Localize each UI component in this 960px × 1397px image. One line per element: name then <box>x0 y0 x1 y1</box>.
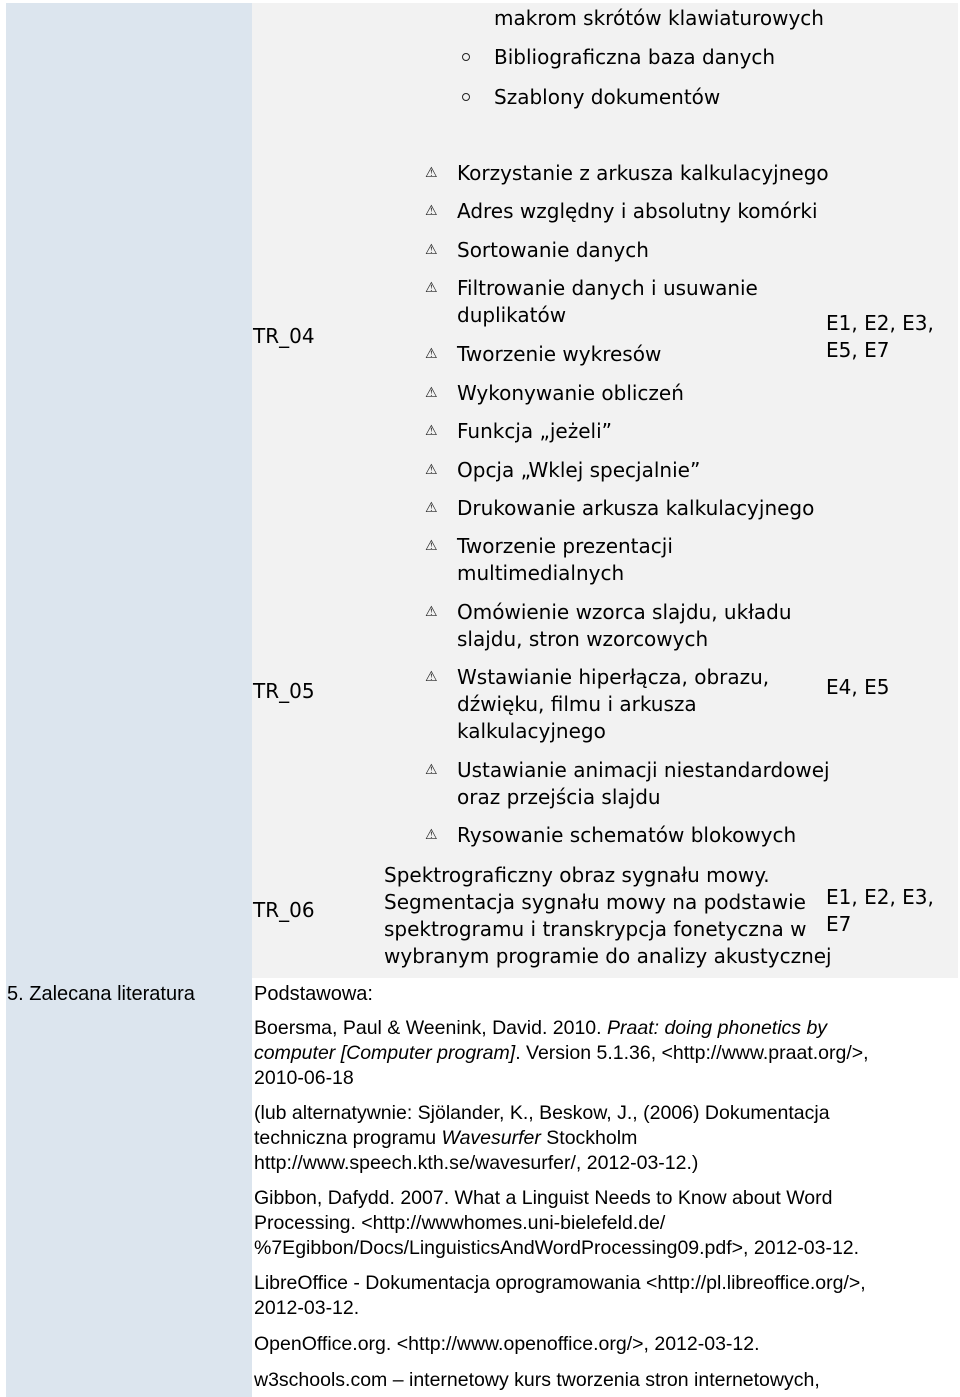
topic-item: Opcja „Wklej specjalnie” <box>457 458 701 482</box>
triangle-icon: ⚠ <box>425 462 438 478</box>
topic-item: Wykonywanie obliczeń <box>457 381 684 405</box>
ref-text: Gibbon, Dafydd. 2007. What a Linguist Needs to Know about Word <box>254 1187 833 1209</box>
reference-item <box>254 1016 944 1091</box>
section-heading: 5. Zalecana literatura <box>7 983 195 1005</box>
ref-title: Praat: doing phonetics by <box>607 1017 828 1039</box>
hollow-circle-icon <box>462 53 470 61</box>
topic-paragraph: spektrogramu i transkrypcja fonetyczna w <box>384 917 807 941</box>
triangle-icon: ⚠ <box>425 165 438 181</box>
triangle-icon: ⚠ <box>425 604 438 620</box>
ref-text: . Version 5.1.36, <http://www.praat.org/>, <box>515 1042 869 1064</box>
triangle-icon: ⚠ <box>425 203 438 219</box>
reference-item <box>254 1101 944 1176</box>
topic-item-cont: dźwięku, filmu i arkusza <box>457 692 697 716</box>
ref-text: Boersma, Paul & Weenink, David. 2010. <box>254 1017 607 1039</box>
topic-item-cont: kalkulacyjnego <box>457 719 606 743</box>
effects-code: E1, E2, E3, <box>826 885 934 909</box>
list-item: Szablony dokumentów <box>494 85 721 109</box>
topic-item: Sortowanie danych <box>457 238 649 262</box>
triangle-icon: ⚠ <box>425 827 438 843</box>
ref-text: Stockholm <box>540 1127 638 1149</box>
row-code: TR_04 <box>253 324 315 348</box>
ref-text: 2010-06-18 <box>254 1067 354 1089</box>
topic-item: Rysowanie schematów blokowych <box>457 823 797 847</box>
triangle-icon: ⚠ <box>425 346 438 362</box>
reference-item <box>254 1368 944 1393</box>
topic-paragraph: Segmentacja sygnału mowy na podstawie <box>384 890 806 914</box>
topic-paragraph: Spektrograficzny obraz sygnału mowy. <box>384 863 770 887</box>
triangle-icon: ⚠ <box>425 669 438 685</box>
topic-item: Korzystanie z arkusza kalkulacyjnego <box>457 161 829 185</box>
triangle-icon: ⚠ <box>425 385 438 401</box>
topic-item: Wstawianie hiperłącza, obrazu, <box>457 665 770 689</box>
topic-item-cont: multimedialnych <box>457 561 625 585</box>
list-item: Bibliograficzna baza danych <box>494 45 776 69</box>
reference-item <box>254 1186 944 1261</box>
topic-paragraph: wybranym programie do analizy akustycznej <box>384 944 832 968</box>
topic-item: Filtrowanie danych i usuwanie <box>457 276 758 300</box>
triangle-icon: ⚠ <box>425 242 438 258</box>
effects-code: E7 <box>826 912 852 936</box>
list-item: makrom skrótów klawiaturowych <box>494 6 824 30</box>
triangle-icon: ⚠ <box>425 762 438 778</box>
effects-code: E4, E5 <box>826 675 890 699</box>
ref-link[interactable]: %7Egibbon/Docs/LinguisticsAndWordProcessing09.pdf>, 2012-03-12. <box>254 1237 860 1259</box>
ref-link[interactable]: Processing. <http://wwwhomes.uni-bielefeld.de/ <box>254 1212 666 1234</box>
topic-item-cont: duplikatów <box>457 303 567 327</box>
ref-text: 2012-03-12. <box>254 1297 360 1319</box>
effects-code: E5, E7 <box>826 338 890 362</box>
topic-item-cont: slajdu, stron wzorcowych <box>457 627 709 651</box>
ref-text: techniczna programu <box>254 1127 442 1149</box>
triangle-icon: ⚠ <box>425 423 438 439</box>
topic-item: Funkcja „jeżeli” <box>457 419 613 443</box>
ref-title: computer [Computer program] <box>254 1042 516 1064</box>
topic-item: Drukowanie arkusza kalkulacyjnego <box>457 496 815 520</box>
row-code: TR_05 <box>253 679 315 703</box>
topic-item: Adres względny i absolutny komórki <box>457 199 818 223</box>
effects-code: E1, E2, E3, <box>826 311 934 335</box>
ref-title: Wavesurfer <box>441 1127 541 1149</box>
topic-item-cont: oraz przejścia slajdu <box>457 785 661 809</box>
ref-link[interactable]: http://www.speech.kth.se/wavesurfer/, 2012-03-12.) <box>254 1152 699 1174</box>
reference-item <box>254 1332 944 1357</box>
topic-item: Ustawianie animacji niestandardowej <box>457 758 830 782</box>
topic-item: Omówienie wzorca slajdu, układu <box>457 600 792 624</box>
topic-item: Tworzenie wykresów <box>457 342 662 366</box>
hollow-circle-icon <box>462 93 470 101</box>
triangle-icon: ⚠ <box>425 538 438 554</box>
ref-text: w3schools.com – internetowy kurs tworzenia stron internetowych, <box>254 1369 820 1391</box>
subsection-label: Podstawowa: <box>254 983 373 1005</box>
row-code: TR_06 <box>253 898 315 922</box>
ref-text: LibreOffice - Dokumentacja oprogramowania <http://pl.libreoffice.org/>, <box>254 1272 866 1294</box>
ref-text: (lub alternatywnie: Sjölander, K., Beskow, J., (2006) Dokumentacja <box>254 1102 830 1124</box>
reference-item <box>254 1271 944 1321</box>
topic-item: Tworzenie prezentacji <box>457 534 673 558</box>
triangle-icon: ⚠ <box>425 500 438 516</box>
left-column <box>6 3 252 1397</box>
triangle-icon: ⚠ <box>425 280 438 296</box>
ref-text: OpenOffice.org. <http://www.openoffice.org/>, 2012-03-12. <box>254 1333 760 1355</box>
